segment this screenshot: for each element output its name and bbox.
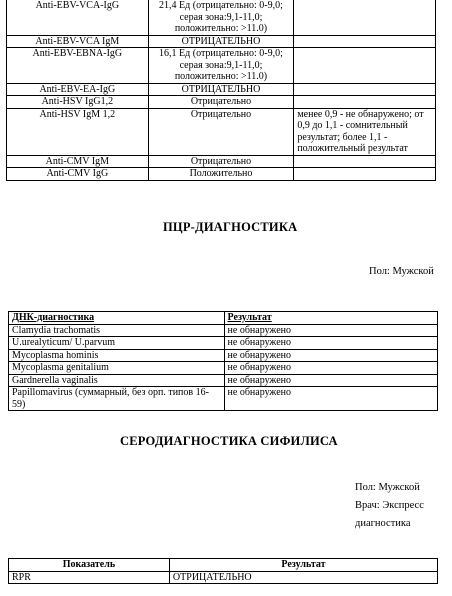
test-name: RPR [9,571,170,584]
test-result: Отрицательно [148,96,294,109]
test-name: Clamydia trachomatis [9,324,225,337]
table-row [7,168,436,181]
test-result: не обнаружено [224,349,437,362]
table-row [9,571,438,584]
test-result: Отрицательно [148,155,294,168]
patient-sex: Пол: Мужской [369,266,434,277]
doctor-label-continued: диагностика [355,518,411,529]
test-result: Отрицательно [148,108,294,155]
test-name: U.urealyticum/ U.parvum [9,337,225,350]
column-header: Результат [224,312,437,325]
table-row [7,108,436,155]
test-result: 21,4 Ед (отрицательно: 0-9,0; серая зона:9,1-11,0; положительно: >11.0) [148,0,294,35]
test-name: Mycoplasma hominis [9,349,225,362]
table-header-row [9,312,438,325]
table-row [9,324,438,337]
test-note: менее 0,9 - не обнаружено; от 0,9 до 1,1 - сомнительный результат; более 1,1 - положительный результат [294,108,436,155]
column-header: Показатель [9,559,170,572]
test-note [294,155,436,168]
test-name: Anti-EBV-VCA IgM [7,35,149,48]
table-row [7,83,436,96]
table-row [9,337,438,350]
table-header-row [9,559,438,572]
table-row [7,35,436,48]
test-result: не обнаружено [224,387,437,411]
test-name: Anti-CMV IgG [7,168,149,181]
test-result: не обнаружено [224,324,437,337]
test-result: ОТРИЦАТЕЛЬНО [148,35,294,48]
table-row [7,155,436,168]
test-note [294,96,436,109]
test-note [294,0,436,35]
test-name: Anti-EBV-EA-IgG [7,83,149,96]
table-row [9,362,438,375]
test-result: не обнаружено [224,337,437,350]
table-row [9,349,438,362]
doctor-label: Врач: Экспресс [355,500,424,511]
test-name: Papillomavirus (суммарный, без орп. типов 16-59) [9,387,225,411]
patient-sex: Пол: Мужской [355,482,420,493]
table-row [7,0,436,35]
test-note [294,35,436,48]
table-row [7,96,436,109]
serology-table [6,0,436,181]
column-header: Результат [169,559,437,572]
test-result: ОТРИЦАТЕЛЬНО [148,83,294,96]
test-name: Gardnerella vaginalis [9,374,225,387]
test-name: Anti-CMV IgM [7,155,149,168]
table-row [7,48,436,84]
test-note [294,48,436,84]
syphilis-table [8,558,438,584]
test-result: Положительно [148,168,294,181]
test-note [294,168,436,181]
column-header: ДНК-диагностика [9,312,225,325]
test-result: не обнаружено [224,374,437,387]
test-result: ОТРИЦАТЕЛЬНО [169,571,437,584]
test-name: Anti-EBV-EBNA-IgG [7,48,149,84]
test-name: Anti-HSV IgM 1,2 [7,108,149,155]
test-result: 16,1 Ед (отрицательно: 0-9,0; серая зона:9,1-11,0; положительно: >11.0) [148,48,294,84]
test-name: Anti-EBV-VCA-IgG [7,0,149,35]
test-name: Anti-HSV IgG1,2 [7,96,149,109]
test-name: Mycoplasma genitalium [9,362,225,375]
table-row [9,387,438,411]
syphilis-title: СЕРОДИАГНОСТИКА СИФИЛИСА [120,434,338,448]
pcr-title: ПЦР-ДИАГНОСТИКА [163,220,298,234]
table-row [9,374,438,387]
test-note [294,83,436,96]
pcr-table [8,311,438,411]
test-result: не обнаружено [224,362,437,375]
